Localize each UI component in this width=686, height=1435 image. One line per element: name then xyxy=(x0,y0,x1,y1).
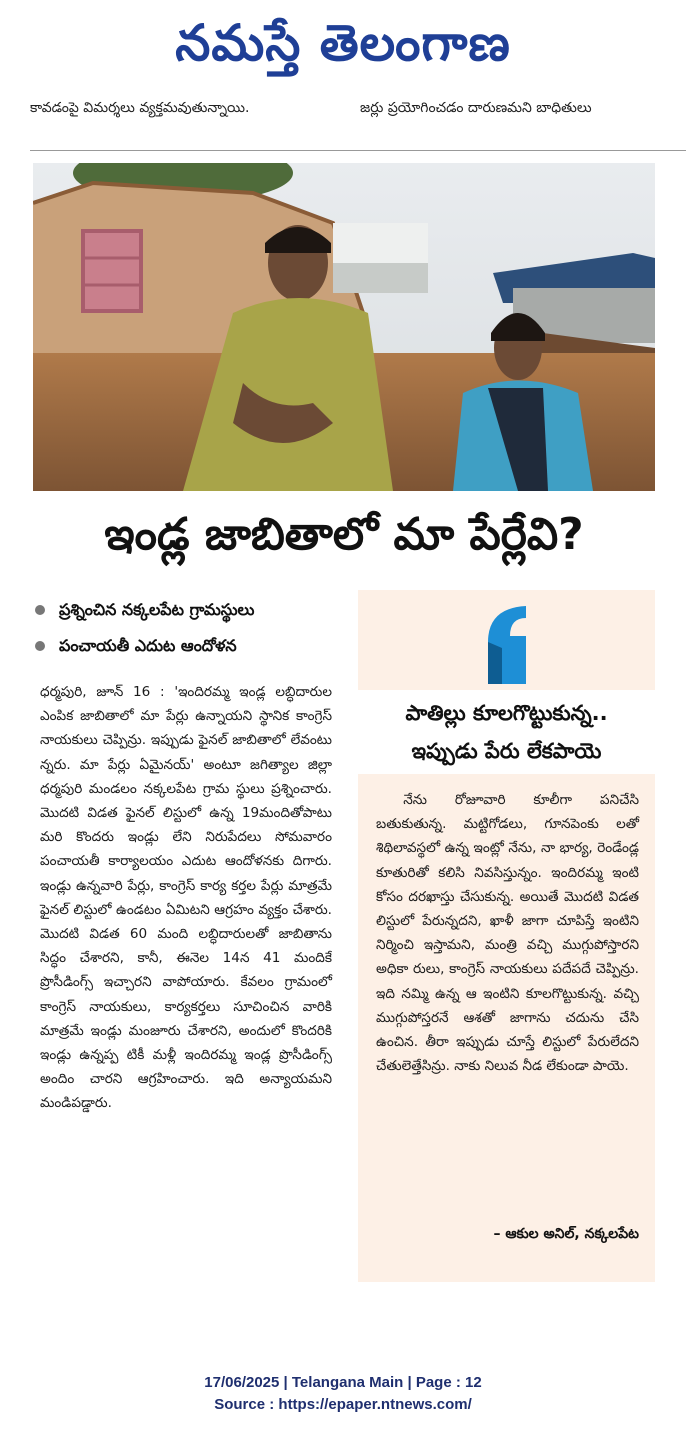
sidebar-title xyxy=(358,690,655,774)
footer-date-edition: 17/06/2025 | Telangana Main | Page : 12 xyxy=(204,1374,482,1391)
bullet-text: ప్రశ్నించిన నక్కలపేట గ్రామస్థులు xyxy=(59,600,255,619)
strip-left-text: కావడంపై విమర్శలు వ్యక్తమవుతున్నాయి. xyxy=(30,100,250,116)
bullet-dot-icon xyxy=(35,641,45,651)
bullet-text: పంచాయతీ ఎదుట ఆందోళన xyxy=(59,636,237,655)
sidebar-title-line-2: ఇప్పుడు పేరు లేకపాయె xyxy=(411,739,602,763)
bullet-item xyxy=(33,592,343,628)
summary-bullets xyxy=(33,592,343,664)
divider-line xyxy=(30,150,686,151)
sidebar-box xyxy=(358,590,655,1282)
bullet-dot-icon xyxy=(35,605,45,615)
sidebar-title-line-1: పాతిల్లు కూలగొట్టుకున్న.. xyxy=(405,701,608,725)
sidebar-body: నేను రోజూవారి కూలీగా పనిచేసి బతుకుతున్న. మట్టిగోడలు, గూనపెంకు లతో శిథిలావస్థలో ఉన్న ఇంట్లో నేను, నా భార్య, రెండేండ్ల కూతురితో కలిసి నివసిస్తున్నం. ఇందిరమ్మ ఇంటి కోసం దరఖాస్తు చేసుకున్న. అయితే మొదటి విడత లిస్టులో పేరున్నదని, ఖాళీ జాగా చూపిస్తే ఇంటిని నిర్మించి ఇస్తామని, మంత్రి వచ్చి ముగ్గుపోస్తారని అధికా రులు, కాంగ్రెస్ నాయకులు పదేపదే చెప్పిన్రు. ఇది నమ్మి ఉన్న ఆ ఇంటిని కూలగొట్టుకున్న. వచ్చి ముగ్గుపోస్తరనే ఆశతో జాగాను చదును చేసి ఉంచిన. తీరా ఇప్పుడు చూస్తే లిస్టులో పేరులేదని చేతులెత్తేసిన్రు. నాకు నిలువ నీడ లేకుండా పాయె. xyxy=(376,792,639,1075)
strip-right-text: జర్లు ప్రయోగించడం దారుణమని బాధితులు xyxy=(360,100,592,116)
article-body: ధర్మపురి, జూన్ 16 : 'ఇందిరమ్మ ఇండ్ల లబ్ధిదారుల ఎంపిక జాబితాలో మా పేర్లు ఉన్నాయని స్థానిక కాంగ్రెస్ నాయకులు చెప్పిన్రు. ఇప్పుడు ఫైనల్ జాబితాలో లేవంటు న్నరు. మా పేర్లు ఏమైనయ్' అంటూ జగిత్యాల జిల్లా ధర్మపురి మండలం నక్కలపేట గ్రామ స్థులు ప్రశ్నించారు. మొదటి విడత ఫైనల్ లిస్టులో ఉన్న 19మందితోపాటు మరి కొందరు ఇండ్లు లేని నిరుపేదలు సోమవారం పంచాయతీ కార్యాలయం ఎదుట ఆందోళనకు దిగారు. ఇండ్లు ఉన్నవారి పేర్లు, కాంగ్రెస్ కార్య కర్తల పేర్లు మాత్రమే ఫైనల్ లిస్టులో ఉండటం ఏమిటని ఆగ్రహం వ్యక్తం చేశారు. మొదటి విడత 60 మంది లబ్ధిదారులతో జాబితాను సిద్ధం చేశారని, కానీ, ఈనెల 14న 41 మందికే ప్రొసీడింగ్స్ ఇచ్చారని వాపోయారు. కేవలం గ్రామంలో కాంగ్రెస్ నాయకులు, కార్యకర్తలు సూచించిన వారికి మాత్రమే ఇండ్లు మంజూరు చేశారని, అందులో కొందరికి ఇండ్లు ఉన్నప్ప టికీ మళ్లీ ఇందిరమ్మ ఇండ్ల ప్రొసీడింగ్స్ అందిం చారని ఆగ్రహించారు. ఇది అన్యాయమని మండిపడ్డారు. xyxy=(40,684,332,1112)
sidebar-signature: – ఆకుల అనిల్, నక్కలపేట xyxy=(493,1226,639,1242)
quote-mark-icon xyxy=(480,602,536,688)
footer-source: Source : https://epaper.ntnews.com/ xyxy=(214,1396,472,1413)
newspaper-masthead: నమస్తే తెలంగాణ xyxy=(175,14,511,72)
bullet-item xyxy=(33,628,343,664)
headline: ఇండ్ల జాబితాలో మా పేర్లేవి? xyxy=(104,509,584,560)
news-photo xyxy=(33,163,655,491)
page-footer xyxy=(0,1372,686,1416)
